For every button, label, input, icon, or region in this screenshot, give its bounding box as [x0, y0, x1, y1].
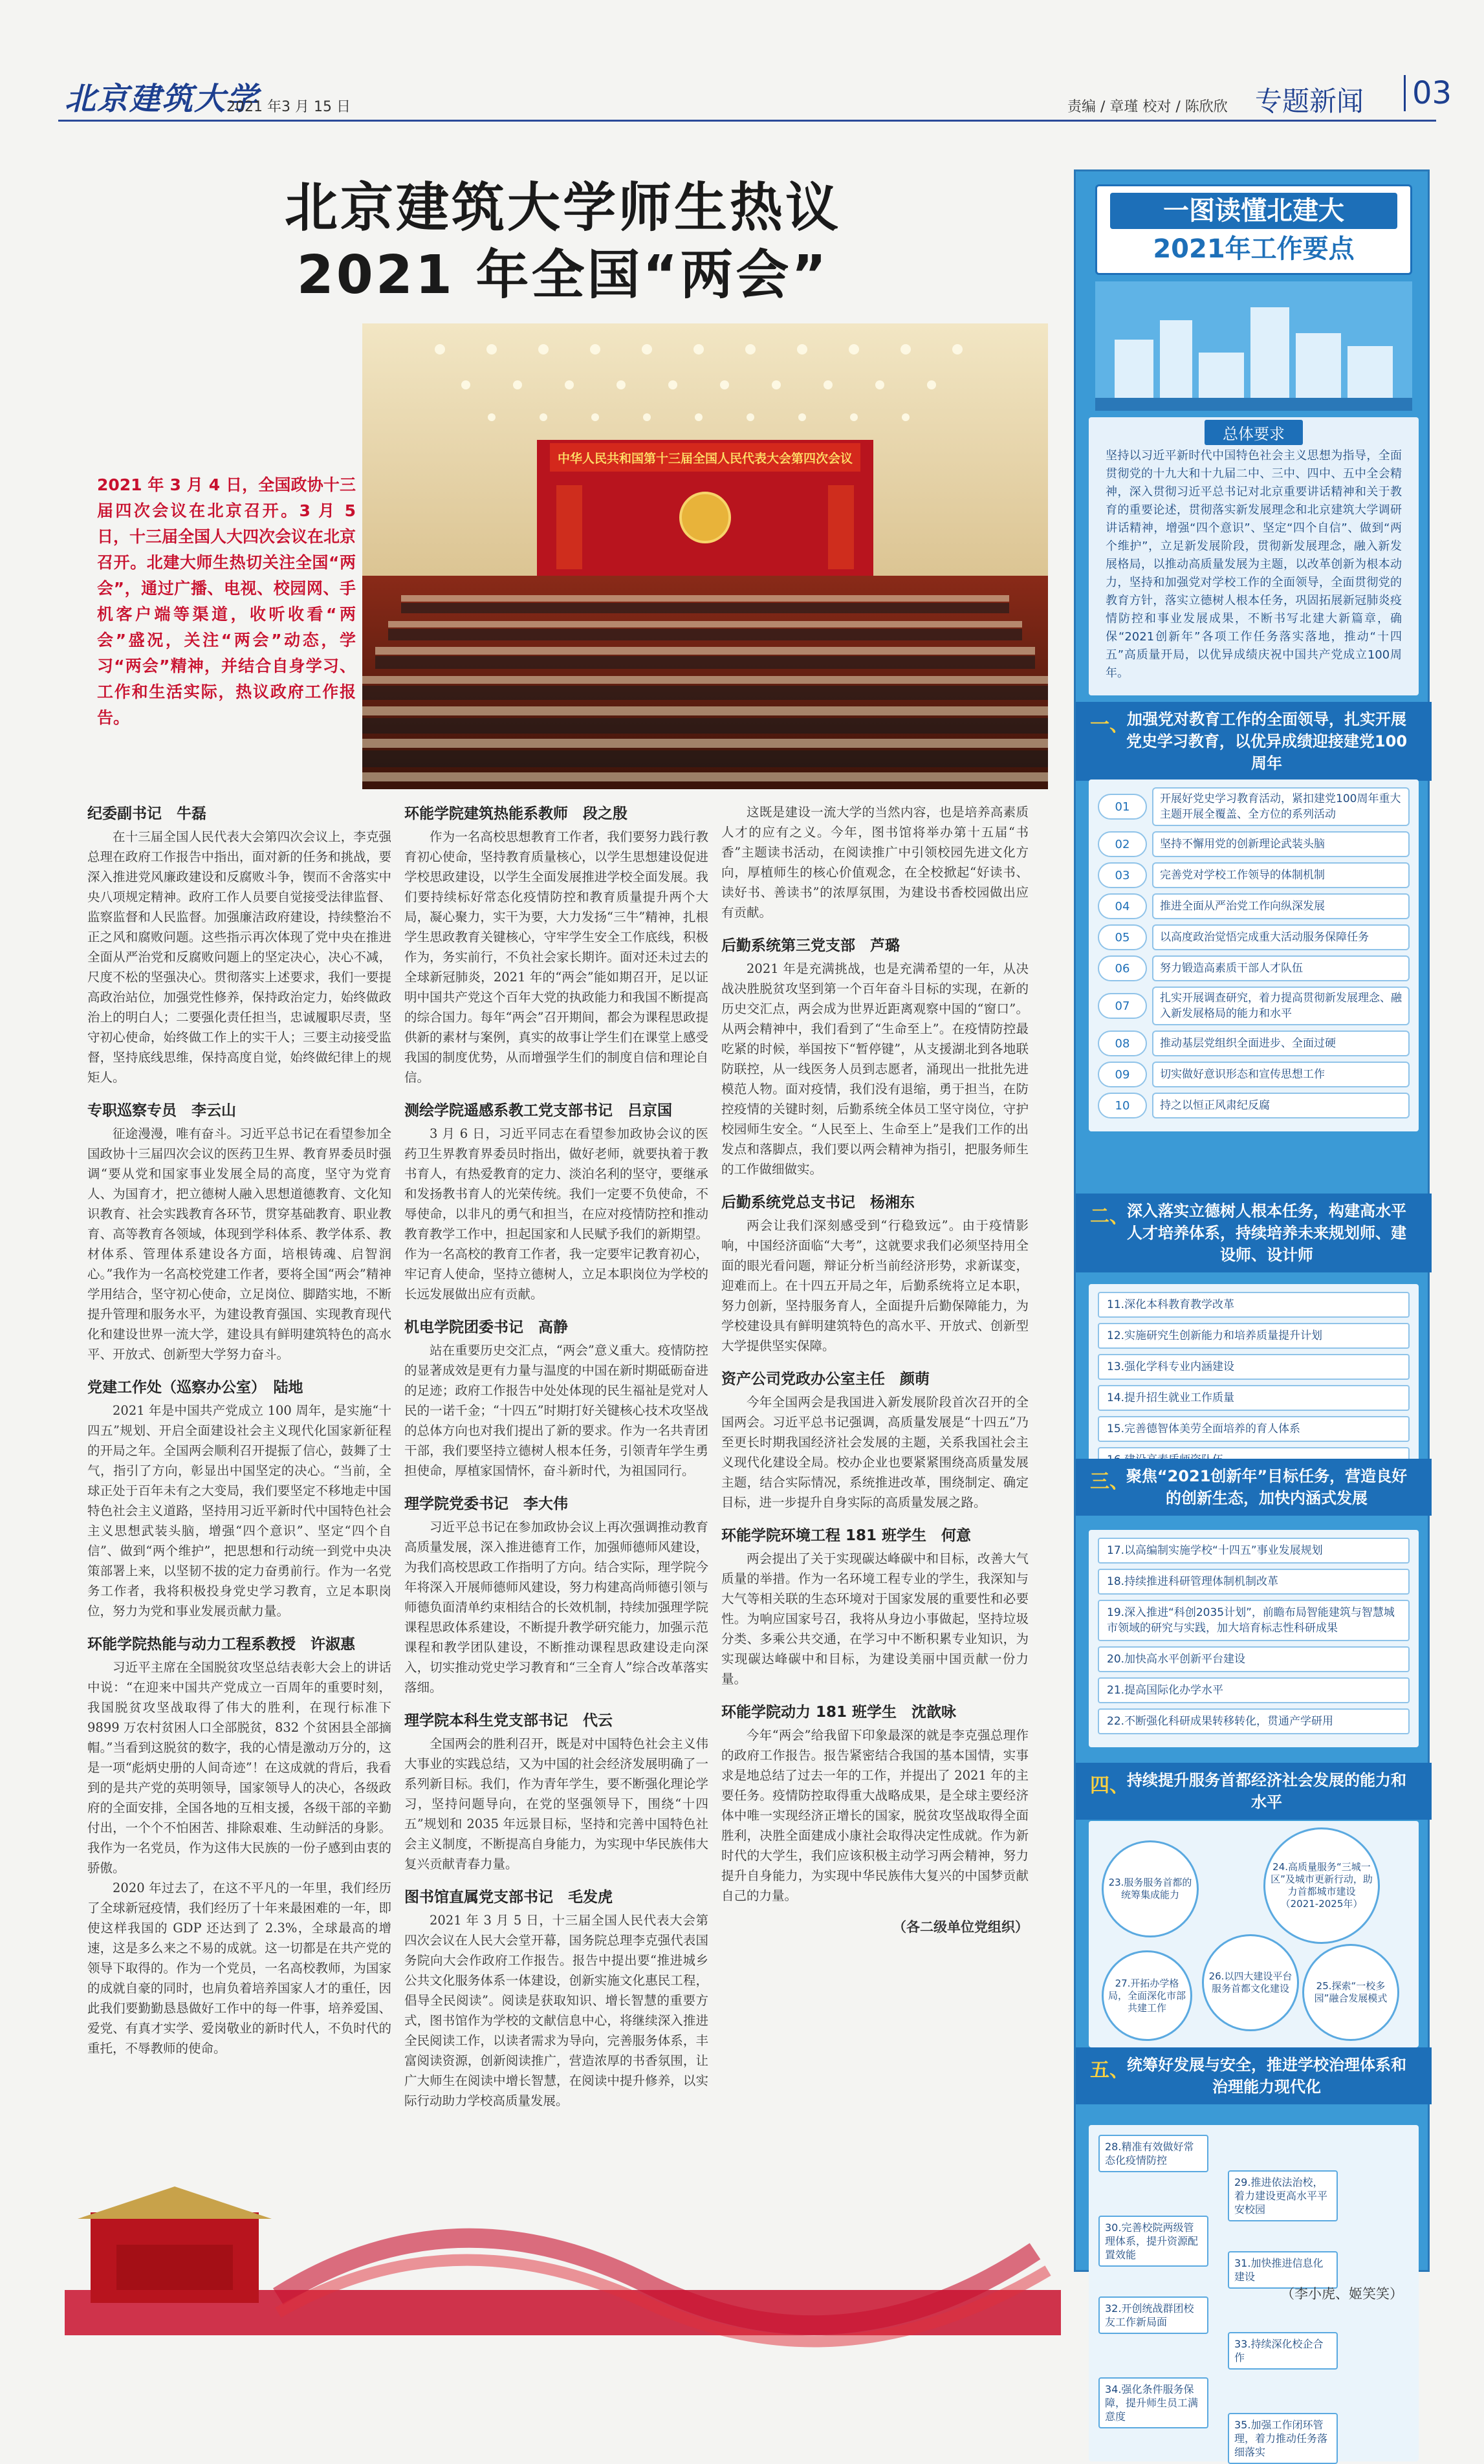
task-step: 33.持续深化校企合作 [1228, 2332, 1338, 2370]
article-column-1 [87, 802, 391, 2070]
task-text: 努力锻造高素质干部人才队伍 [1152, 955, 1410, 981]
section-name: 专题新闻 [1255, 85, 1364, 117]
article [404, 1709, 708, 1874]
task-circle: 26.以四大建设平台服务首都文化建设 [1202, 1934, 1299, 2031]
task-item [1098, 1093, 1410, 1118]
article-paragraph: 作为一名高校思想教育工作者，我们要努力践行教育初心使命，坚持教育质量核心，以学生思想建设促进学校思政建设，以学生全面发展推进学校全面发展。我们要持续标好常态化疫情防控和教育质量提升两个大局，凝心聚力，实干为要，大力发扬“三牛”精神，扎根学生思政教育关键核心，守牢学生安全工作底线，积极作为，务实前行，不负社会家长期许。面对还未过去的全球新冠肺炎，2021 年的“两会”能如期召开，足以证明中国共产党这个百年大党的执政能力和我国不断提高的综合国力。每年“两会”召开期间，都会为课程思政提供新的素材与案例，真实的故事让学生们在课堂上感受我国的制度优势，从而增强学生们的制度自信和理论自信。 [404, 829, 708, 1085]
hall-illustration [362, 323, 1048, 789]
task-item: 11.深化本科教育教学改革 [1098, 1292, 1410, 1318]
article [721, 1701, 1029, 1906]
article-paragraph: 全国两会的胜利召开，既是对中国特色社会主义伟大事业的实践总结，又为中国的社会经济发展明确了一系列新目标。我们，作为青年学生，要不断强化理论学习，坚持问题导向，在党的坚强领导下，围绕“十四五”规划和 2035 年远景目标，坚持和完善中国特色社会主义制度，不断提高自身能力，为实现中华民族伟大复兴贡献青春力量。 [404, 1736, 708, 1871]
task-item [1098, 787, 1410, 826]
task-item: 19.深入推进“科创2035计划”，前瞻布局智能建筑与智慧城市领域的研究与实践，加大培育标志性科研成果 [1098, 1600, 1410, 1641]
task-text: 扎实开展调查研究，着力提高贯彻新发展理念、融入新发展格局的能力和水平 [1152, 987, 1410, 1025]
task-item [1098, 987, 1410, 1025]
task-text: 推动基层党组织全面进步、全面过硬 [1152, 1030, 1410, 1056]
article-column-2 [404, 802, 708, 2122]
overall-requirements-heading: 总体要求 [1205, 420, 1303, 445]
section-number: 五、 [1090, 2059, 1129, 2082]
task-number-badge: 06 [1098, 955, 1147, 981]
task-item: 13.强化学科专业内涵建设 [1098, 1354, 1410, 1380]
infographic-title-box [1095, 184, 1412, 275]
task-item [1098, 1062, 1410, 1087]
task-item: 17.以高编制实施学校“十四五”事业发展规划 [1098, 1538, 1410, 1564]
task-number-badge: 05 [1098, 924, 1147, 950]
article-author-heading: 纪委副书记 牛磊 [87, 805, 206, 822]
article-author-heading: 环能学院环境工程 181 班学生 何意 [721, 1527, 972, 1544]
article-byline: （各二级单位党组织） [893, 1919, 1029, 1935]
task-list-2 [1089, 1284, 1419, 1486]
article [404, 802, 708, 1087]
article-author-heading: 理学院本科生党支部书记 代云 [404, 1712, 613, 1729]
overall-requirements-panel [1089, 417, 1419, 695]
editor-credits: 责编 / 章瑾 校对 / 陈欣欣 [1067, 99, 1228, 115]
article-paragraph: 两会让我们深刻感受到“行稳致远”。由于疫情影响，中国经济面临“大考”，这就要求我们必须坚持用全面的眼光看问题，辩证分析当前经济形势，求新谋变，迎难而上。在十四五开局之年，后勤系统将立足本职，努力创新，坚持服务育人，全面提升后勤保障能力，为学校建设具有鲜明建筑特色的高水平、开放式、创新型大学提供坚实保障。 [721, 1218, 1029, 1353]
task-circle: 24.高质量服务“三城一区”及城市更新行动，助力首都城市建设（2021-2025年） [1263, 1827, 1380, 1944]
section-title: 统筹好发展与安全，推进学校治理体系和治理能力现代化 [1127, 2056, 1406, 2096]
campus-skyline-illustration [1095, 281, 1412, 411]
national-emblem-icon [681, 493, 730, 542]
task-item: 21.提高国际化办学水平 [1098, 1677, 1410, 1703]
assembly-hall-photo [362, 323, 1048, 789]
section-number: 四、 [1090, 1774, 1129, 1797]
task-text: 持之以恒正风肃纪反腐 [1152, 1093, 1410, 1118]
task-text: 坚持不懈用党的创新理论武装头脑 [1152, 831, 1410, 857]
task-circle: 25.探索“一校多园”融合发展模式 [1302, 1944, 1399, 2041]
task-item: 20.加快高水平创新平台建设 [1098, 1646, 1410, 1672]
section-title: 持续提升服务首都经济社会发展的能力和水平 [1127, 1771, 1406, 1811]
task-step: 35.加强工作闭环管理，着力推动任务落细落实 [1228, 2413, 1338, 2464]
task-step: 31.加快推进信息化建设 [1228, 2251, 1338, 2289]
task-step: 28.精准有效做好常态化疫情防控 [1098, 2135, 1208, 2172]
section-heading-3 [1076, 1459, 1432, 1516]
article-column-3 [721, 802, 1029, 1937]
task-step: 29.推进依法治校，着力建设更高水平平安校园 [1228, 2170, 1338, 2221]
article [404, 1492, 708, 1697]
article [404, 1316, 708, 1481]
article-paragraph: 两会提出了关于实现碳达峰碳中和目标，改善大气质量的举措。作为一名环境工程专业的学生，我深知与大气等相关联的生态环境对于国家发展的重要性和必要性。为响应国家号召，我将从身边小事做起，坚持垃圾分类、多乘公共交通，在学习中不断积累专业知识，为实现碳达峰碳中和目标，为建设美丽中国贡献一份力量。 [721, 1551, 1029, 1686]
section-title: 深入落实立德树人根本任务，构建高水平人才培养体系，持续培养未来规划师、建设师、设计师 [1127, 1202, 1406, 1264]
section-heading-2 [1076, 1194, 1432, 1272]
section-number: 二、 [1090, 1205, 1129, 1228]
article [721, 934, 1029, 1179]
issue-date: 2021 年3 月 15 日 [226, 99, 351, 115]
task-step: 30.完善校院两级管理体系，提升资源配置效能 [1098, 2216, 1208, 2267]
article-paragraph: 今年“两会”给我留下印象最深的就是李克强总理作的政府工作报告。报告紧密结合我国的基本国情，实事求是地总结了过去一年的工作，并提出了 2021 年的主要任务。疫情防控取得重大战略成果，是全球主要经济体中唯一实现经济正增长的国家，脱贫攻坚战取得全面胜利，决胜全面建成小康社会取得决定性成就。作为新时代的大学生，我们应该积极主动学习两会精神，努力提升自身能力，为实现中华民族伟大复兴的中国梦贡献自己的力量。 [721, 1728, 1029, 1903]
article [87, 1633, 391, 2058]
article-author-heading: 后勤系统党总支书记 杨湘东 [721, 1194, 915, 1211]
task-text: 切实做好意识形态和宣传思想工作 [1152, 1062, 1410, 1087]
section-number: 一、 [1090, 714, 1129, 736]
article [404, 1886, 708, 2111]
page-number: 03 [1404, 75, 1452, 111]
task-number-badge: 10 [1098, 1093, 1147, 1118]
task-number-badge: 07 [1098, 993, 1147, 1019]
task-number-badge: 01 [1098, 794, 1147, 820]
task-item: 14.提升招生就业工作质量 [1098, 1385, 1410, 1411]
headline-line-1: 北京建筑大学师生热议 [284, 177, 841, 239]
section-heading-1 [1076, 702, 1432, 781]
hall-banner-text: 中华人民共和国第十三届全国人民代表大会第四次会议 [557, 452, 853, 466]
article-author-heading: 图书馆直属党支部书记 毛发虎 [404, 1889, 613, 1906]
task-circle: 27.开拓办学格局，全面深化市部共建工作 [1102, 1950, 1192, 2041]
task-item [1098, 893, 1410, 919]
article [87, 1099, 391, 1364]
task-text: 开展好党史学习教育活动，紧扣建党100周年重大主题开展全覆盖、全方位的系列活动 [1152, 787, 1410, 826]
page-title [278, 175, 847, 309]
article-author-heading: 党建工作处（巡察办公室） 陆地 [87, 1379, 303, 1396]
infographic-subtitle: 2021年工作要点 [1153, 234, 1355, 264]
article [87, 1376, 391, 1621]
article-author-heading: 后勤系统第三党支部 芦璐 [721, 937, 900, 954]
article-author-heading: 环能学院热能与动力工程系教授 许淑惠 [87, 1636, 355, 1653]
task-item: 12.实施研究生创新能力和培养质量提升计划 [1098, 1323, 1410, 1349]
article [721, 1191, 1029, 1356]
section-number: 三、 [1090, 1470, 1129, 1493]
task-item [1098, 831, 1410, 857]
article-paragraph: 2021 年是中国共产党成立 100 周年，是实施“十四五”规划、开启全面建设社会主义现代化国家新征程的开局之年。全国两会顺利召开提振了信心，鼓舞了士气，指引了方向，彰显出中国坚定的决心。“当前，全球正处于百年未有之大变局，我们要坚定不移地走中国特色社会主义道路，坚持用习近平新时代中国特色社会主义思想武装头脑，增强“四个意识”、坚定“四个自信”、做到“两个维护”，把思想和行动统一到党中央决策部署上来，以坚韧不拔的定力奋勇前行。作为一名党务工作者，我将积极投身党史学习教育，立足本职岗位，努力为党和事业发展贡献力量。 [87, 1403, 391, 1619]
task-text: 以高度政治觉悟完成重大活动服务保障任务 [1152, 924, 1410, 950]
task-number-badge: 09 [1098, 1062, 1147, 1087]
article [404, 1099, 708, 1304]
task-list-3 [1089, 1530, 1419, 1747]
article-paragraph: 征途漫漫，唯有奋斗。习近平总书记在看望参加全国政协十三届四次会议的医药卫生界、教育界委员时强调“要从党和国家事业发展全局的高度，坚守为党育人、为国育才，把立德树人融入思想道德教育、文化知识教育、社会实践教育各环节，贯穿基础教育、职业教育、高等教育各领域，体现到学科体系、教学体系、教材体系、管理体系建设各方面，培根铸魂、启智润心。”我作为一名高校党建工作者，要将全国“两会”精神学用结合，坚守初心使命，立足岗位、脚踏实地，不断提升管理和服务水平，为建设教育强国、实现教育现代化和建设世界一流大学，建设具有鲜明建筑特色的高水平、开放式、创新型大学努力奋斗。 [87, 1126, 391, 1362]
task-step: 32.开创统战群团校友工作新局面 [1098, 2296, 1208, 2334]
task-text: 推进全面从严治党工作向纵深发展 [1152, 893, 1410, 919]
task-item [1098, 1030, 1410, 1056]
overall-requirements-text: 坚持以习近平新时代中国特色社会主义思想为指导，全面贯彻党的十九大和十九届二中、三中、四中、五中全会精神，深入贯彻习近平总书记对北京重要讲话精神和关于教育的重要论述，贯彻落实新发展理念和北京建筑大学调研讲话精神，增强“四个意识”、坚定“四个自信”、做到“两个维护”，立足新发展阶段，贯彻新发展理念，融入新发展格局，以推动高质量发展为主题，以改革创新为根本动力，坚持和加强党对学校工作的全面领导，全面贯彻党的教育方针，落实立德树人根本任务，巩固拓展新冠肺炎疫情防控和事业发展成果，不断书写北建大新篇章，确保“2021创新年”各项工作任务落实落地，推动“十四五”高质量开局，以优异成绩庆祝中国共产党成立100周年。 [1106, 449, 1402, 680]
article [721, 802, 1029, 922]
section-title: 加强党对教育工作的全面领导，扎实开展党史学习教育，以优异成绩迎接建党100周年 [1126, 710, 1408, 772]
article-paragraph: 2020 年过去了，在这不平凡的一年里，我们经历了全球新冠疫情，我们经历了十年来最困难的一年，即使这样我国的 GDP 还达到了 2.3%，全球最高的增速，这是多么来之不易的成就。这一切都是在共产党的领导下取得的。作为一个党员，一名高校教师，为国家的成就自豪的同时，也肩负着培养国家人才的重任，因此我们要勤勤恳恳做好工作中的每一件事，培养爱国、爱党、有真才实学、爱岗敬业的新时代人，不负时代的重托，不辱教师的使命。 [87, 1881, 391, 2056]
task-item: 15.完善德智体美劳全面培养的育人体系 [1098, 1416, 1410, 1442]
designer-credit: （李小虎、姬笑笑） [1281, 2286, 1403, 2302]
article [721, 1368, 1029, 1512]
infographic-title: 一图读懂北建大 [1110, 193, 1397, 229]
task-item [1098, 955, 1410, 981]
article-paragraph: 站在重要历史交汇点，“两会”意义重大。疫情防控的显著成效是更有力量与温度的中国在新时期砥砺奋进的足迹；政府工作报告中处处体现的民生福祉是党对人民的一诺千金；“十四五”时期打好关键核心技术攻坚战的总体方向也对我们提出了新的要求。作为一名共青团干部，我们要坚持立德树人根本任务，引领青年学生勇担使命，厚植家国情怀，奋斗新时代，为祖国同行。 [404, 1343, 708, 1478]
task-circle: 23.服务服务首都的统筹集成能力 [1102, 1840, 1199, 1937]
article-author-heading: 专职巡察专员 李云山 [87, 1102, 236, 1119]
article-paragraph: 习近平主席在全国脱贫攻坚总结表彰大会上的讲话中说：“在迎来中国共产党成立一百周年的重要时刻，我国脱贫攻坚战取得了伟大的胜利，在现行标准下 9899 万农村贫困人口全部脱贫，832 个贫困县全部摘帽。”当看到这脱贫的数字，我的心情是激动万分的，这是一项“彪炳史册的人间奇迹”！在这成就的背后，我看到的是共产党的英明领导，国家领导人的决心，各级政府的全面安排，全国各地的互相支援，各级干部的辛勤付出，一个个不怕困苦、排除艰难、生动鲜活的身影。我作为一名党员，作为这伟大民族的一份子感到由衷的骄傲。 [87, 1660, 391, 1875]
article-author-heading: 理学院党委书记 李大伟 [404, 1496, 568, 1512]
headline-line-2: 2021 年全国“两会” [296, 245, 829, 306]
article-paragraph: 2021 年是充满挑战，也是充满希望的一年，从决战决胜脱贫攻坚到第一个百年奋斗目标的实现，在新的历史交汇点，两会成为世界近距离观察中国的“窗口”。从两会精神中，我们看到了“生命至上”。在疫情防控最吃紧的时候，举国按下“暂停键”，从支援湖北到各地联防联控，从一线医务人员到志愿者，涌现出一批批先进模范人物。面对疫情，我们没有退缩，勇于担当，在防控疫情的关键时刻，后勤系统全体员工坚守岗位，守护校园师生安全。“人民至上、生命至上”是我们工作的出发点和落脚点，我们要以两会精神为指引，把服务师生的工作做细做实。 [721, 961, 1029, 1177]
task-list-1 [1089, 780, 1419, 1131]
task-step: 34.强化条件服务保障，提升师生员工满意度 [1098, 2377, 1208, 2428]
article [87, 802, 391, 1087]
task-number-badge: 03 [1098, 862, 1147, 888]
task-number-badge: 04 [1098, 893, 1147, 919]
article-author-heading: 环能学院建筑热能系教师 段之殷 [404, 805, 627, 822]
newspaper-logo: 北京建筑大学 [65, 81, 259, 117]
task-item: 22.不断强化科研成果转移转化，贯通产学研用 [1098, 1708, 1410, 1734]
tiananmen-decoration [65, 2174, 1061, 2335]
task-number-badge: 02 [1098, 831, 1147, 857]
intro-paragraph: 2021 年 3 月 4 日，全国政协十三届四次会议在北京召开。3 月 5 日，十三届全国人大四次会议在北京召开。北建大师生热切关注全国“两会”，通过广播、电视、校园网、手机客户端等渠道，收听收看“两会”盛况，关注“两会”动态，学习“两会”精神，并结合自身学习、工作和生活实际，热议政府工作报告。 [97, 475, 356, 727]
masthead [58, 70, 1452, 122]
task-item [1098, 862, 1410, 888]
section-heading-5 [1076, 2047, 1432, 2104]
article-paragraph: 2021 年 3 月 5 日，十三届全国人民代表大会第四次会议在人民大会堂开幕，国务院总理李克强代表国务院向大会作政府工作报告。报告中提出要“推进城乡公共文化服务体系一体建设，创新实施文化惠民工程，倡导全民阅读”。阅读是获取知识、增长智慧的重要方式，图书馆作为学校的文献信息中心，将继续深入推进全民阅读工作，以读者需求为导向，完善服务体系，丰富阅读资源，创新阅读推广，营造浓厚的书香氛围，让广大师生在阅读中增长智慧，在阅读中提升修养，以实际行动助力学校高质量发展。 [404, 1913, 708, 2108]
article-author-heading: 环能学院动力 181 班学生 沈歆咏 [721, 1704, 957, 1721]
article-paragraph: 3 月 6 日，习近平同志在看望参加政协会议的医药卫生界教育界委员时指出，做好老师，就要执着于教书育人，有热爱教育的定力、淡泊名利的坚守，要继承和发扬教书育人的光荣传统。我们一定要不负使命，不辱使命，以非凡的勇气和担当，在应对疫情防控和推动教育教学工作中，担起国家和人民赋予我们的新期望。作为一名高校的教育工作者，我一定要牢记教育初心，牢记育人使命，坚持立德树人，立足本职岗位为学校的长远发展做出应有贡献。 [404, 1126, 708, 1302]
article-paragraph: 在十三届全国人民代表大会第四次会议上，李克强总理在政府工作报告中指出，面对新的任务和挑战，要深入推进党风廉政建设和反腐败斗争，锲而不舍落实中央八项规定精神。政府工作人员要自觉接受法律监督、监察监督和人民监督。加强廉洁政府建设，持续整治不正之风和腐败问题。这些指示再次体现了党中央在推进全面从严治党和反腐败问题上的坚定决心，决心不减，尺度不松的坚强决心。贯彻落实上述要求，我们一要提高政治站位，加强党性修养，保持政治定力，始终做政治上的明白人；二要强化责任担当，忠诚履职尽责，坚守初心使命，始终做工作上的实干人；三要主动接受监督，坚持底线思维，保持高度自觉，始终做纪律上的规矩人。 [87, 829, 391, 1085]
task-item: 18.持续推进科研管理体制机制改革 [1098, 1569, 1410, 1595]
article [721, 1524, 1029, 1689]
article-paragraph: 这既是建设一流大学的当然内容，也是培养高素质人才的应有之义。今年，图书馆将举办第十五届“书香”主题读书活动，在阅读推广中引领校园先进文化方向，厚植师生的核心价值观念，在全校掀起“好读书、读好书、善读书”的浓厚氛围，为建设书香校园做出应有贡献。 [721, 805, 1029, 920]
footer-decoration [65, 2174, 1061, 2335]
article-author-heading: 资产公司党政办公室主任 颜萌 [721, 1371, 930, 1388]
section-title: 聚焦“2021创新年”目标任务，营造良好的创新生态，加快内涵式发展 [1126, 1467, 1408, 1507]
article-author-heading: 测绘学院遥感系教工党支部书记 吕京国 [404, 1102, 672, 1119]
article-paragraph: 习近平总书记在参加政协会议上再次强调推动教育高质量发展，深入推进德育工作，加强师德师风建设，为我们高校思政工作指明了方向。结合实际，理学院今年将深入开展师德师风建设，努力构建高尚师德引领与师德负面清单约束相结合的长效机制，持续加强理学院课程思政体系建设，不断提升教学研究能力，加强示范课程和教学团队建设，不断推动课程思政建设走向深入，切实推动党史学习教育和“三全育人”综合改革落实落细。 [404, 1520, 708, 1695]
section-heading-4 [1076, 1763, 1432, 1820]
task-item [1098, 924, 1410, 950]
article-author-heading: 机电学院团委书记 高静 [404, 1319, 568, 1336]
article-paragraph: 今年全国两会是我国进入新发展阶段首次召开的全国两会。习近平总书记强调，高质量发展是“十四五”乃至更长时期我国经济社会发展的主题，关系我国社会主义现代化建设全局。校办企业也要紧紧围绕高质量发展主题，结合实际情况，系统推进改革，围绕制定、确定目标，进一步提升自身实际的高质量发展之路。 [721, 1395, 1029, 1510]
task-text: 完善党对学校工作领导的体制机制 [1152, 862, 1410, 888]
task-circles [1089, 1821, 1419, 2047]
task-number-badge: 08 [1098, 1030, 1147, 1056]
